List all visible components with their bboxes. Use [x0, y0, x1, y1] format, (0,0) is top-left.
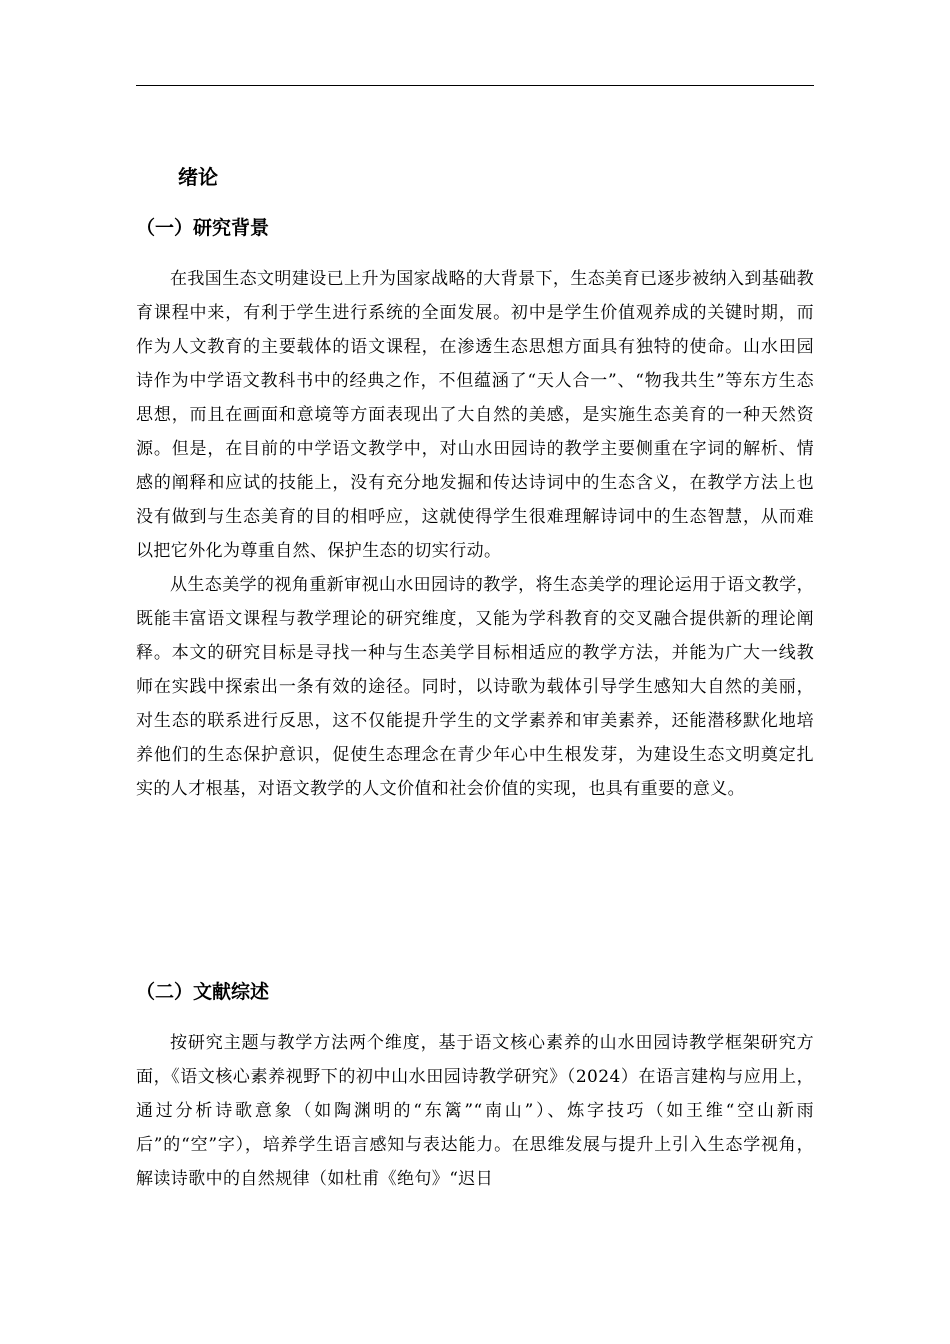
- section-body-literature-review: [136, 1026, 814, 1196]
- paragraph: 在我国生态文明建设已上升为国家战略的大背景下，生态美育已逐步被纳入到基础教育课程中来，有利于学生进行系统的全面发展。初中是学生价值观养成的关键时期，而作为人文教育的主要载体的语文课程，在渗透生态思想方面具有独特的使命。山水田园诗作为中学语文教科书中的经典之作，不但蕴涵了“天人合一”、“物我共生”等东方生态思想，而且在画面和意境等方面表现出了大自然的美感，是实施生态美育的一种天然资源。但是，在目前的中学语文教学中，对山水田园诗的教学主要侧重在字词的解析、情感的阐释和应试的技能上，没有充分地发掘和传达诗词中的生态含义，在教学方法上也没有做到与生态美育的目的相呼应，这就使得学生很难理解诗词中的生态智慧，从而难以把它外化为尊重自然、保护生态的切实行动。: [136, 269, 814, 561]
- paragraph: 按研究主题与教学方法两个维度，基于语文核心素养的山水田园诗教学框架研究方面，《语文核心素养视野下的初中山水田园诗教学研究》（2024）在语言建构与应用上，通过分析诗歌意象（如陶渊明的“东篱”“南山”）、炼字技巧（如王维“空山新雨后”的“空”字），培养学生语言感知与表达能力。在思维发展与提升上引入生态学视角，解读诗歌中的自然规律（如杜甫《绝句》“迟日: [136, 1033, 814, 1189]
- section-heading-background: （一）研究背景: [136, 217, 270, 239]
- header-rule: [136, 85, 814, 86]
- section-body-background: [136, 262, 814, 806]
- chapter-title: 绪论: [178, 165, 218, 189]
- section-heading-literature-review: （二）文献综述: [136, 981, 270, 1003]
- paragraph: 从生态美学的视角重新审视山水田园诗的教学，将生态美学的理论运用于语文教学，既能丰富语文课程与教学理论的研究维度，又能为学科教育的交叉融合提供新的理论阐释。本文的研究目标是寻找一种与生态美学目标相适应的教学方法，并能为广大一线教师在实践中探索出一条有效的途径。同时，以诗歌为载体引导学生感知大自然的美丽，对生态的联系进行反思，这不仅能提升学生的文学素养和审美素养，还能潜移默化地培养他们的生态保护意识，促使生态理念在青少年心中生根发芽，为建设生态文明奠定扎实的人才根基，对语文教学的人文价值和社会价值的实现，也具有重要的意义。: [136, 575, 814, 799]
